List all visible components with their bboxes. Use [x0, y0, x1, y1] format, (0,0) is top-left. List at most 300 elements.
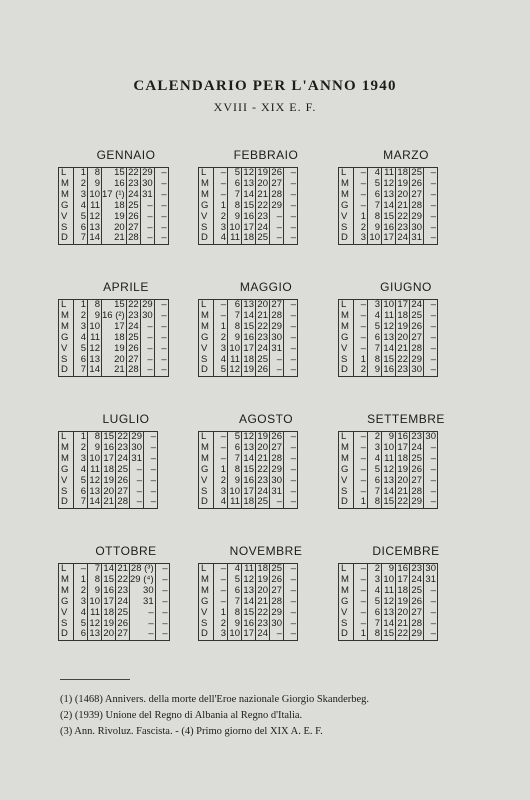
date-cell: 11	[228, 233, 242, 244]
date-cell: 24	[257, 221, 268, 233]
date-cell: –	[270, 629, 284, 640]
date-cell: 11	[382, 168, 396, 179]
footnote-3: (3) Ann. Rivoluz. Fascista. - (4) Primo giorno del XIX A. E. F.	[60, 726, 323, 737]
month-table	[58, 167, 169, 245]
date-cell: 20	[397, 188, 408, 200]
month-table	[338, 563, 438, 641]
date-cell: 20	[397, 606, 408, 618]
date-cell: 28	[271, 188, 282, 200]
date-cell: 27	[411, 188, 422, 200]
month-febbraio	[196, 146, 336, 278]
footnote-1: (1) (1468) Annivers. della morte dell'Eroe nazionale Giorgio Skanderbeg.	[60, 694, 370, 705]
weekday-label: D	[199, 233, 214, 244]
date-cell: –	[424, 322, 438, 333]
weekday-label: S	[59, 619, 74, 630]
date-cell: –	[130, 629, 156, 640]
date-cell: 23	[117, 584, 128, 596]
date-cell: 14	[383, 199, 394, 211]
date-cell: 19	[243, 364, 254, 376]
date-cell: 2	[214, 212, 228, 223]
date-cell: 5	[368, 322, 382, 333]
weekday-row	[199, 344, 298, 355]
date-cell: 31	[271, 485, 282, 497]
weekday-label: V	[199, 608, 214, 619]
date-cell: 17	[383, 232, 394, 244]
date-cell: 31	[411, 232, 422, 244]
date-cell: 23	[257, 331, 268, 343]
date-cell: 15	[243, 320, 254, 332]
date-cell: 11	[382, 454, 396, 465]
date-cell: 22	[128, 299, 139, 310]
date-cell: 27	[271, 584, 282, 596]
weekday-row	[339, 233, 438, 244]
date-cell: 5	[228, 168, 242, 179]
weekday-label: M	[59, 575, 74, 586]
date-cell: 9	[228, 619, 242, 630]
date-cell: 23	[128, 309, 139, 321]
date-cell: –	[140, 212, 154, 223]
date-cell: 24	[128, 320, 139, 332]
weekday-row	[339, 333, 438, 344]
weekday-label: M	[59, 179, 74, 190]
date-cell: 16	[397, 431, 408, 442]
date-cell: 7	[368, 619, 382, 630]
weekday-label: G	[339, 201, 354, 212]
date-cell: 12	[383, 463, 394, 475]
date-cell: 29	[411, 353, 422, 365]
date-cell: –	[154, 344, 168, 355]
date-cell: –	[154, 333, 168, 344]
date-cell: 26	[117, 474, 128, 486]
date-cell: 28	[411, 617, 422, 629]
weekday-label: L	[59, 564, 74, 575]
month-table	[198, 167, 298, 245]
date-cell: 6	[74, 487, 88, 498]
date-cell: –	[140, 233, 154, 244]
weekday-label: D	[199, 629, 214, 640]
date-cell: 18	[397, 452, 408, 464]
weekday-label: M	[199, 179, 214, 190]
weekday-row	[59, 333, 169, 344]
weekday-label: G	[199, 333, 214, 344]
date-cell: –	[284, 365, 298, 376]
date-cell: –	[354, 201, 368, 212]
date-cell: –	[154, 168, 168, 179]
date-cell: 14	[89, 232, 100, 244]
date-cell: –	[284, 465, 298, 476]
date-cell: 11	[88, 201, 102, 212]
date-cell: 25	[411, 584, 422, 596]
date-cell: 2	[214, 619, 228, 630]
date-cell: 7	[74, 365, 88, 376]
date-cell: 1	[74, 575, 88, 586]
date-cell: –	[144, 476, 158, 487]
date-cell: 4	[214, 497, 228, 508]
date-cell: 19	[397, 463, 408, 475]
date-cell: –	[284, 300, 298, 311]
month-name: AGOSTO	[238, 412, 294, 426]
date-cell: 21	[257, 188, 268, 200]
date-cell: –	[144, 443, 158, 454]
month-giugno	[336, 278, 476, 410]
weekday-label: V	[199, 476, 214, 487]
date-cell: 11	[88, 465, 102, 476]
date-cell: 26	[271, 167, 282, 178]
weekday-row	[199, 497, 298, 508]
weekday-label: G	[339, 465, 354, 476]
date-cell: 12	[243, 573, 254, 585]
month-name: NOVEMBRE	[229, 544, 303, 558]
date-cell: 20	[102, 355, 127, 366]
date-cell: 23	[257, 617, 268, 629]
footnote-2: (2) (1939) Unione del Regno di Albania al Regno d'Italia.	[60, 710, 303, 721]
date-cell: 16	[243, 210, 254, 222]
date-cell: –	[270, 355, 284, 366]
date-cell: 12	[89, 342, 100, 354]
date-cell: 4	[74, 608, 88, 619]
weekday-label: G	[59, 333, 74, 344]
weekday-label: G	[59, 597, 74, 608]
date-cell: 20	[103, 485, 114, 497]
date-cell: –	[140, 223, 154, 234]
date-cell: 28 (³)	[130, 563, 154, 574]
date-cell: 21	[257, 309, 268, 321]
date-cell: 30	[130, 586, 156, 597]
month-table	[58, 299, 169, 377]
month-luglio	[56, 410, 196, 542]
date-cell: 8	[88, 300, 102, 311]
date-cell: 23	[117, 441, 128, 453]
date-cell: 13	[243, 441, 254, 453]
date-cell: 15	[383, 210, 394, 222]
date-cell: 29	[411, 210, 422, 222]
date-cell: 22	[257, 606, 268, 618]
weekday-label: L	[199, 300, 214, 311]
date-cell: 2	[74, 311, 88, 322]
date-cell: –	[270, 365, 284, 376]
date-cell: 17 (¹)	[102, 188, 125, 200]
weekday-row	[199, 608, 298, 619]
date-cell: –	[424, 201, 438, 212]
date-cell: 30	[271, 617, 282, 629]
weekday-label: S	[339, 487, 354, 498]
date-cell: 8	[88, 432, 102, 443]
date-cell: –	[284, 586, 298, 597]
date-cell: 28	[411, 485, 422, 497]
date-cell: 18	[243, 496, 254, 508]
date-cell: 23	[411, 563, 422, 574]
date-cell: –	[284, 575, 298, 586]
date-cell: 1	[74, 432, 88, 443]
date-cell: 18	[397, 167, 408, 178]
date-cell: 9	[382, 564, 396, 575]
date-cell: 17	[243, 221, 254, 233]
weekday-row	[339, 465, 438, 476]
date-cell: 1	[354, 212, 368, 223]
date-cell: –	[424, 333, 438, 344]
date-cell: 1	[74, 168, 88, 179]
date-cell: 31	[131, 452, 142, 464]
month-agosto	[196, 410, 336, 542]
date-cell: 19	[397, 177, 408, 189]
date-cell: 18	[102, 201, 127, 212]
date-cell: –	[424, 454, 438, 465]
date-cell: –	[130, 465, 144, 476]
date-cell: 2	[354, 365, 368, 376]
date-cell: 19	[397, 320, 408, 332]
date-cell: 10	[383, 441, 394, 453]
date-cell: 28	[411, 199, 422, 211]
month-name: GIUGNO	[380, 280, 432, 294]
date-cell: 20	[397, 474, 408, 486]
date-cell: –	[424, 311, 438, 322]
date-cell: 17	[102, 322, 127, 333]
date-cell: 6	[228, 443, 242, 454]
date-cell: 8	[368, 355, 382, 366]
weekday-label: M	[339, 322, 354, 333]
date-cell: 18	[103, 606, 114, 618]
month-aprile	[56, 278, 196, 410]
weekday-label: L	[199, 168, 214, 179]
date-cell: 6	[368, 190, 382, 201]
weekday-label: G	[199, 465, 214, 476]
date-cell: 5	[74, 619, 88, 630]
date-cell: 6	[228, 300, 242, 311]
date-cell: –	[424, 300, 438, 311]
date-cell: 3	[74, 597, 88, 608]
weekday-label: D	[339, 365, 354, 376]
date-cell: 15	[243, 463, 254, 475]
date-cell: 15	[102, 300, 127, 311]
date-cell: –	[74, 564, 88, 575]
month-maggio	[196, 278, 336, 410]
date-cell: –	[424, 586, 438, 597]
date-cell: 22	[397, 210, 408, 222]
date-cell: 14	[383, 342, 394, 354]
weekday-label: S	[199, 355, 214, 366]
month-name: GENNAIO	[96, 148, 156, 162]
date-cell: 16	[397, 563, 408, 574]
date-cell: 15	[103, 573, 114, 585]
date-cell: 6	[228, 179, 242, 190]
date-cell: 6	[368, 476, 382, 487]
date-cell: 12	[229, 364, 240, 376]
date-cell: 12	[243, 431, 254, 442]
weekday-row	[59, 476, 158, 487]
date-cell: 11	[88, 608, 102, 619]
weekday-label: G	[339, 597, 354, 608]
date-cell: –	[284, 432, 298, 443]
date-cell: 26	[411, 595, 422, 607]
date-cell: 12	[383, 320, 394, 332]
date-cell: 13	[383, 606, 394, 618]
date-cell: 25	[411, 309, 422, 321]
date-cell: –	[140, 344, 154, 355]
date-cell: 22	[397, 496, 408, 508]
date-cell: –	[354, 168, 368, 179]
date-cell: 8	[228, 465, 242, 476]
weekday-row	[59, 497, 158, 508]
month-table	[338, 431, 438, 509]
date-cell: 16	[383, 221, 394, 233]
date-cell: 30	[131, 441, 142, 453]
date-cell: 20	[102, 223, 127, 234]
date-cell: 29	[142, 299, 153, 310]
date-cell: 2	[214, 333, 228, 344]
weekday-row	[59, 365, 169, 376]
date-cell: 23	[397, 364, 408, 376]
weekday-label: M	[339, 586, 354, 597]
month-novembre	[196, 542, 336, 674]
date-cell: 21	[102, 233, 127, 244]
date-cell: 30	[142, 177, 153, 189]
date-cell: 6	[368, 333, 382, 344]
date-cell: –	[284, 344, 298, 355]
weekday-label: M	[59, 311, 74, 322]
date-cell: 13	[243, 177, 254, 189]
date-cell: –	[154, 179, 168, 190]
date-cell: 7	[88, 564, 102, 575]
footnote-divider	[60, 679, 130, 680]
date-cell: –	[284, 322, 298, 333]
date-cell: –	[154, 190, 168, 201]
date-cell: 14	[243, 309, 254, 321]
date-cell: 4	[228, 564, 242, 575]
date-cell: 23	[128, 177, 139, 189]
month-table	[58, 563, 170, 641]
date-cell: –	[354, 344, 368, 355]
date-cell: –	[424, 487, 438, 498]
weekday-row	[199, 597, 298, 608]
weekday-row	[199, 212, 298, 223]
date-cell: –	[144, 487, 158, 498]
date-cell: –	[354, 476, 368, 487]
weekday-label: L	[199, 432, 214, 443]
date-cell: 1	[214, 322, 228, 333]
weekday-label: V	[339, 212, 354, 223]
weekday-label: M	[339, 311, 354, 322]
date-cell: 13	[383, 331, 394, 343]
weekday-label: M	[199, 575, 214, 586]
date-cell: 11	[382, 311, 396, 322]
date-cell: –	[284, 355, 298, 366]
weekday-label: M	[199, 454, 214, 465]
date-cell: 5	[368, 597, 382, 608]
date-cell: –	[214, 443, 228, 454]
date-cell: –	[424, 223, 438, 234]
date-cell: 26	[411, 463, 422, 475]
date-cell: 8	[368, 497, 382, 508]
date-cell: 3	[368, 300, 382, 311]
month-name: SETTEMBRE	[367, 412, 445, 426]
date-cell: 8	[88, 575, 102, 586]
date-cell: –	[284, 629, 298, 640]
weekday-label: M	[339, 443, 354, 454]
date-cell: 26	[271, 431, 282, 442]
date-cell: –	[144, 497, 158, 508]
date-cell: 27	[128, 353, 139, 365]
weekday-row	[339, 629, 438, 640]
weekday-row	[339, 344, 438, 355]
date-cell: 18	[243, 232, 254, 244]
date-cell: 7	[228, 597, 242, 608]
date-cell: 18	[397, 584, 408, 596]
date-cell: 5	[368, 179, 382, 190]
weekday-row	[59, 465, 158, 476]
date-cell: –	[155, 586, 169, 597]
date-cell: 15	[243, 199, 254, 211]
date-cell: 2	[74, 443, 88, 454]
date-cell: 16	[102, 179, 127, 190]
date-cell: –	[154, 355, 168, 366]
date-cell: 13	[383, 188, 394, 200]
weekday-label: M	[199, 322, 214, 333]
date-cell: –	[155, 608, 169, 619]
date-cell: 9	[228, 333, 242, 344]
date-cell: –	[354, 575, 368, 586]
date-cell: 4	[368, 311, 382, 322]
date-cell: 4	[368, 168, 382, 179]
weekday-label: V	[339, 344, 354, 355]
date-cell: 4	[368, 454, 382, 465]
date-cell: –	[284, 223, 298, 234]
date-cell: 28	[271, 309, 282, 321]
date-cell: 24	[411, 299, 422, 310]
date-cell: 15	[243, 606, 254, 618]
date-cell: 8	[228, 201, 242, 212]
date-cell: 5	[228, 432, 242, 443]
date-cell: 31	[142, 188, 153, 200]
date-cell: 30	[271, 331, 282, 343]
weekday-label: M	[199, 586, 214, 597]
date-cell: 23	[397, 221, 408, 233]
date-cell: –	[214, 586, 228, 597]
date-cell: 8	[368, 212, 382, 223]
date-cell: –	[354, 597, 368, 608]
date-cell: 9	[88, 586, 102, 597]
date-cell: 24	[128, 188, 139, 200]
date-cell: –	[155, 629, 169, 640]
date-cell: –	[130, 476, 144, 487]
date-cell: 15	[383, 353, 394, 365]
date-cell: 21	[102, 365, 127, 376]
date-cell: 7	[228, 454, 242, 465]
date-cell: 24	[411, 573, 422, 585]
date-cell: –	[424, 597, 438, 608]
date-cell: 25	[257, 232, 268, 244]
date-cell: 5	[228, 575, 242, 586]
weekday-label: S	[59, 355, 74, 366]
date-cell: –	[214, 454, 228, 465]
date-cell: 8	[88, 168, 102, 179]
date-cell: 20	[257, 299, 268, 310]
date-cell: 10	[89, 320, 100, 332]
date-cell: –	[214, 432, 228, 443]
date-cell: 30	[411, 364, 422, 376]
date-cell: 24	[397, 232, 408, 244]
date-cell: –	[354, 487, 368, 498]
date-cell: 31	[271, 342, 282, 354]
date-cell: 12	[89, 210, 100, 222]
date-cell: 31	[130, 597, 156, 608]
date-cell: 21	[397, 617, 408, 629]
date-cell: –	[354, 454, 368, 465]
date-cell: 17	[243, 485, 254, 497]
weekday-label: M	[199, 311, 214, 322]
weekday-row	[59, 212, 169, 223]
month-name: LUGLIO	[102, 412, 150, 426]
weekday-label: G	[59, 201, 74, 212]
